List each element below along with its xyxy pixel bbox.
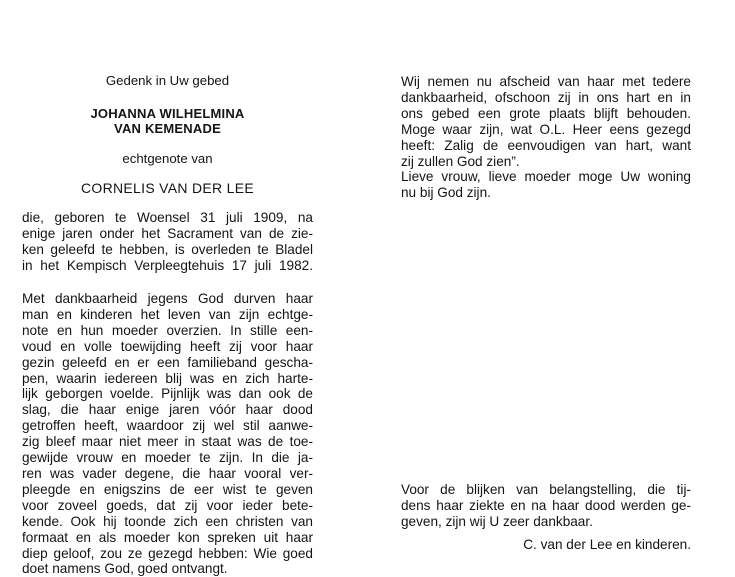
text-line: geven, zijn wij U zeer dankbaar. <box>401 513 593 529</box>
text-line: pen, waarin iedereen blij was en zich harte- <box>22 370 313 386</box>
text-line: zig bleef maar niet meer in staat was de toe- <box>22 434 313 450</box>
text-line: man en kinderen het leven van zijn echtge- <box>22 306 313 322</box>
deceased-name <box>60 106 275 136</box>
text-line: kende. Ook hij toonde zich een christen van <box>22 513 313 529</box>
signature <box>401 537 691 553</box>
tribute-paragraph <box>22 291 313 577</box>
text-line: ren was vader degene, die haar vooral ver- <box>22 465 313 481</box>
text-line: gewijde vrouw en moeder te zijn. In die ja- <box>22 450 313 466</box>
text-line: Met dankbaarheid jegens God durven haar <box>22 291 313 306</box>
text-line: ken geleefd te hebben, is overleden te Bladel <box>22 241 313 257</box>
spouse-of-label: echtgenote van <box>122 151 213 166</box>
text-line: slag, die haar enige jaren vóór haar dood <box>22 402 313 418</box>
biography-paragraph <box>22 210 313 274</box>
text-line: Moge waar zijn, wat O.L. Heer eens gezegd <box>401 121 691 137</box>
text-line: voor zoveel goeds, dat zij voor ieder bete- <box>22 497 313 513</box>
text-line: getroffen heeft, waardoor zij wel stil aanwe- <box>22 418 313 434</box>
text-line: die, geboren te Woensel 31 juli 1909, na <box>22 210 313 225</box>
text-line: lijk geborgen voelde. Pijnlijk was dan ook de <box>22 386 313 402</box>
farewell-paragraph <box>401 74 691 201</box>
deceased-name-line: JOHANNA WILHELMINA <box>90 106 245 121</box>
spouse-name: CORNELIS VAN DER LEE <box>80 180 254 196</box>
text-line: note en hun moeder overzien. In stille een- <box>22 322 313 338</box>
text-line: zij zullen God zien”. <box>401 153 520 169</box>
text-line: Voor de blijken van belangstelling, die tij- <box>401 482 691 497</box>
text-line: doet namens God, goed ontvangt. <box>22 561 228 577</box>
text-line: Wij nemen nu afscheid van haar met tedere <box>401 74 691 89</box>
text-line: dankbaarheid, ofschoon zij in ons hart en in <box>401 89 691 105</box>
text-line: pleegde en enigszins de eer wist te geven <box>22 481 313 497</box>
text-line: formaat en als moeder kon spreken uit haar <box>22 529 313 545</box>
text-line: diep geloof, zou ze gezegd hebben: Wie goed <box>22 545 313 561</box>
text-line: ons gebed een grote plaats blijft behouden. <box>401 105 691 121</box>
signature-text: C. van der Lee en kinderen. <box>523 537 691 552</box>
text-line: Lieve vrouw, lieve moeder moge Uw woning <box>401 169 691 185</box>
text-line: enige jaren onder het Sacrament van de zie- <box>22 225 313 241</box>
text-line: dens haar ziekte en na haar dood werden ge- <box>401 497 691 513</box>
text-line: voud en volle toewijding heeft zij voor haar <box>22 338 313 354</box>
thanks-paragraph <box>401 482 691 530</box>
prayer-heading: Gedenk in Uw gebed <box>105 73 230 88</box>
text-line: gezin geleefd en er een familieband gescha- <box>22 354 313 370</box>
deceased-name-line: VAN KEMENADE <box>114 121 221 136</box>
text-line: nu bij God zijn. <box>401 185 491 201</box>
text-line: heeft: Zalig de eenvoudigen van hart, want <box>401 137 691 153</box>
text-line: in het Kempisch Verpleegtehuis 17 juli 1982. <box>22 257 313 273</box>
